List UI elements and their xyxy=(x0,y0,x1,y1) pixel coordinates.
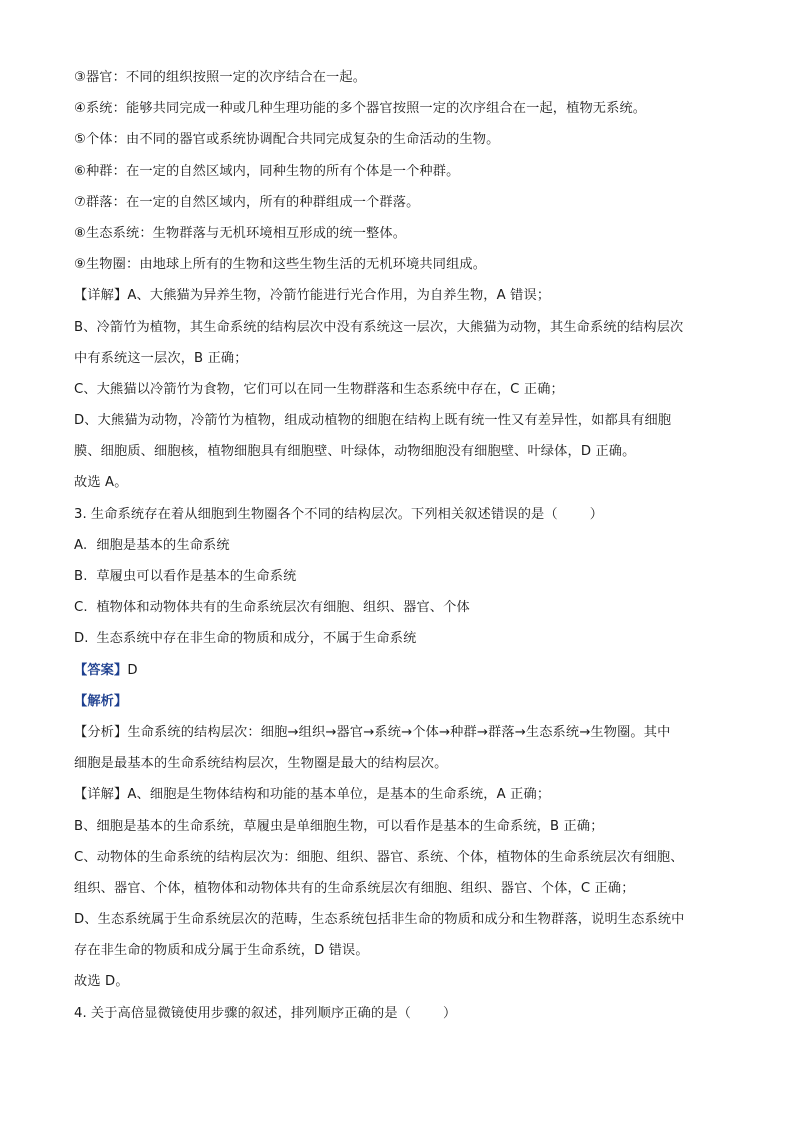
q2-detail-line-a: 【详解】A、大熊猫为异养生物，冷箭竹能进行光合作用，为自养生物，A 错误； xyxy=(74,288,551,304)
answer-label: 【答案】 xyxy=(74,662,128,678)
answer-value: D xyxy=(127,662,138,678)
q3-detail-line-d1: D、生态系统属于生命系统层次的范畴，生态系统包括非生命的物质和成分和生物群落，说明生态系统中 xyxy=(74,912,685,928)
q4-stem: 4. 关于高倍显微镜使用步骤的叙述，排列顺序正确的是（ ） xyxy=(74,998,724,1029)
level-population: ⑥种群：在一定的自然区域内，同种生物的所有个体是一个种群。 xyxy=(74,163,460,179)
q3-fenxi-line-2: 细胞是最基本的生命系统结构层次，生物圈是最大的结构层次。 xyxy=(74,756,448,772)
q2-detail-label: 【详解】 xyxy=(74,288,128,304)
document-page xyxy=(74,62,724,1029)
level-individual: ⑤个体：由不同的器官或系统协调配合共同完成复杂的生命活动的生物。 xyxy=(74,132,500,148)
q3-option-c: C. 植物体和动物体共有的生命系统层次有细胞、组织、器官、个体 xyxy=(74,600,470,616)
level-system: ④系统：能够共同完成一种或几种生理功能的多个器官按照一定的次序组合在一起，植物无系统。 xyxy=(74,101,647,117)
q2-detail-line-b2: 中有系统这一层次，B 正确； xyxy=(74,350,248,366)
analysis-label: 【解析】 xyxy=(74,693,128,709)
q2-detail-line-c: C、大熊猫以冷箭竹为食物，它们可以在同一生物群落和生态系统中存在，C 正确； xyxy=(74,381,564,397)
q2-detail-line-d2: 膜、细胞质、细胞核，植物细胞具有细胞壁、叶绿体，动物细胞没有细胞壁、叶绿体，D 正确。 xyxy=(74,444,636,460)
q3-option-a: A. 细胞是基本的生命系统 xyxy=(74,537,230,553)
q3-detail-line-d2: 存在非生命的物质和成分属于生命系统，D 错误。 xyxy=(74,943,369,959)
level-organ: ③器官：不同的组织按照一定的次序结合在一起。 xyxy=(74,70,367,85)
q2-conclusion: 故选 A。 xyxy=(74,475,128,491)
q3-detail-line-b: B、细胞是基本的生命系统，草履虫是单细胞生物，可以看作是基本的生命系统，B 正确； xyxy=(74,818,604,834)
q3-detail-line-c1: C、动物体的生命系统的结构层次为：细胞、组织、器官、系统、个体，植物体的生命系统层次有细胞、 xyxy=(74,849,684,865)
q2-detail-line-d1: D、大熊猫为动物，冷箭竹为植物，组成动植物的细胞在结构上既有统一性又有差异性，如都具有细胞 xyxy=(74,413,672,429)
q3-fenxi-line-1: 【分析】生命系统的结构层次：细胞→组织→器官→系统→个体→种群→群落→生态系统→生物圈。其中 xyxy=(74,724,671,740)
q3-conclusion: 故选 D。 xyxy=(74,974,129,990)
q3-stem: 3. 生命系统存在着从细胞到生物圈各个不同的结构层次。下列相关叙述错误的是（ ） xyxy=(74,499,724,530)
q3-option-b: B. 草履虫可以看作是基本的生命系统 xyxy=(74,569,297,584)
q4-number: 4. xyxy=(74,1005,87,1021)
q3-detail-line-c2: 组织、器官、个体，植物体和动物体共有的生命系统层次有细胞、组织、器官、个体，C 正确； xyxy=(74,880,635,896)
q3-detail-label: 【详解】 xyxy=(74,787,128,803)
q3-option-d: D. 生态系统中存在非生命的物质和成分，不属于生命系统 xyxy=(74,631,417,647)
q2-detail-line-b1: B、冷箭竹为植物，其生命系统的结构层次中没有系统这一层次，大熊猫为动物，其生命系统的结构层次 xyxy=(74,319,684,335)
q3-number: 3. xyxy=(74,506,87,522)
level-ecosystem: ⑧生态系统：生物群落与无机环境相互形成的统一整体。 xyxy=(74,225,407,241)
level-community: ⑦群落：在一定的自然区域内，所有的种群组成一个群落。 xyxy=(74,194,420,210)
level-biosphere: ⑨生物圈：由地球上所有的生物和这些生物生活的无机环境共同组成。 xyxy=(74,257,487,273)
q3-analysis-heading xyxy=(74,686,724,717)
q3-answer xyxy=(74,655,724,686)
fenxi-label: 【分析】 xyxy=(74,724,128,740)
q3-detail-line-a: 【详解】A、细胞是生物体结构和功能的基本单位，是基本的生命系统，A 正确； xyxy=(74,787,551,803)
